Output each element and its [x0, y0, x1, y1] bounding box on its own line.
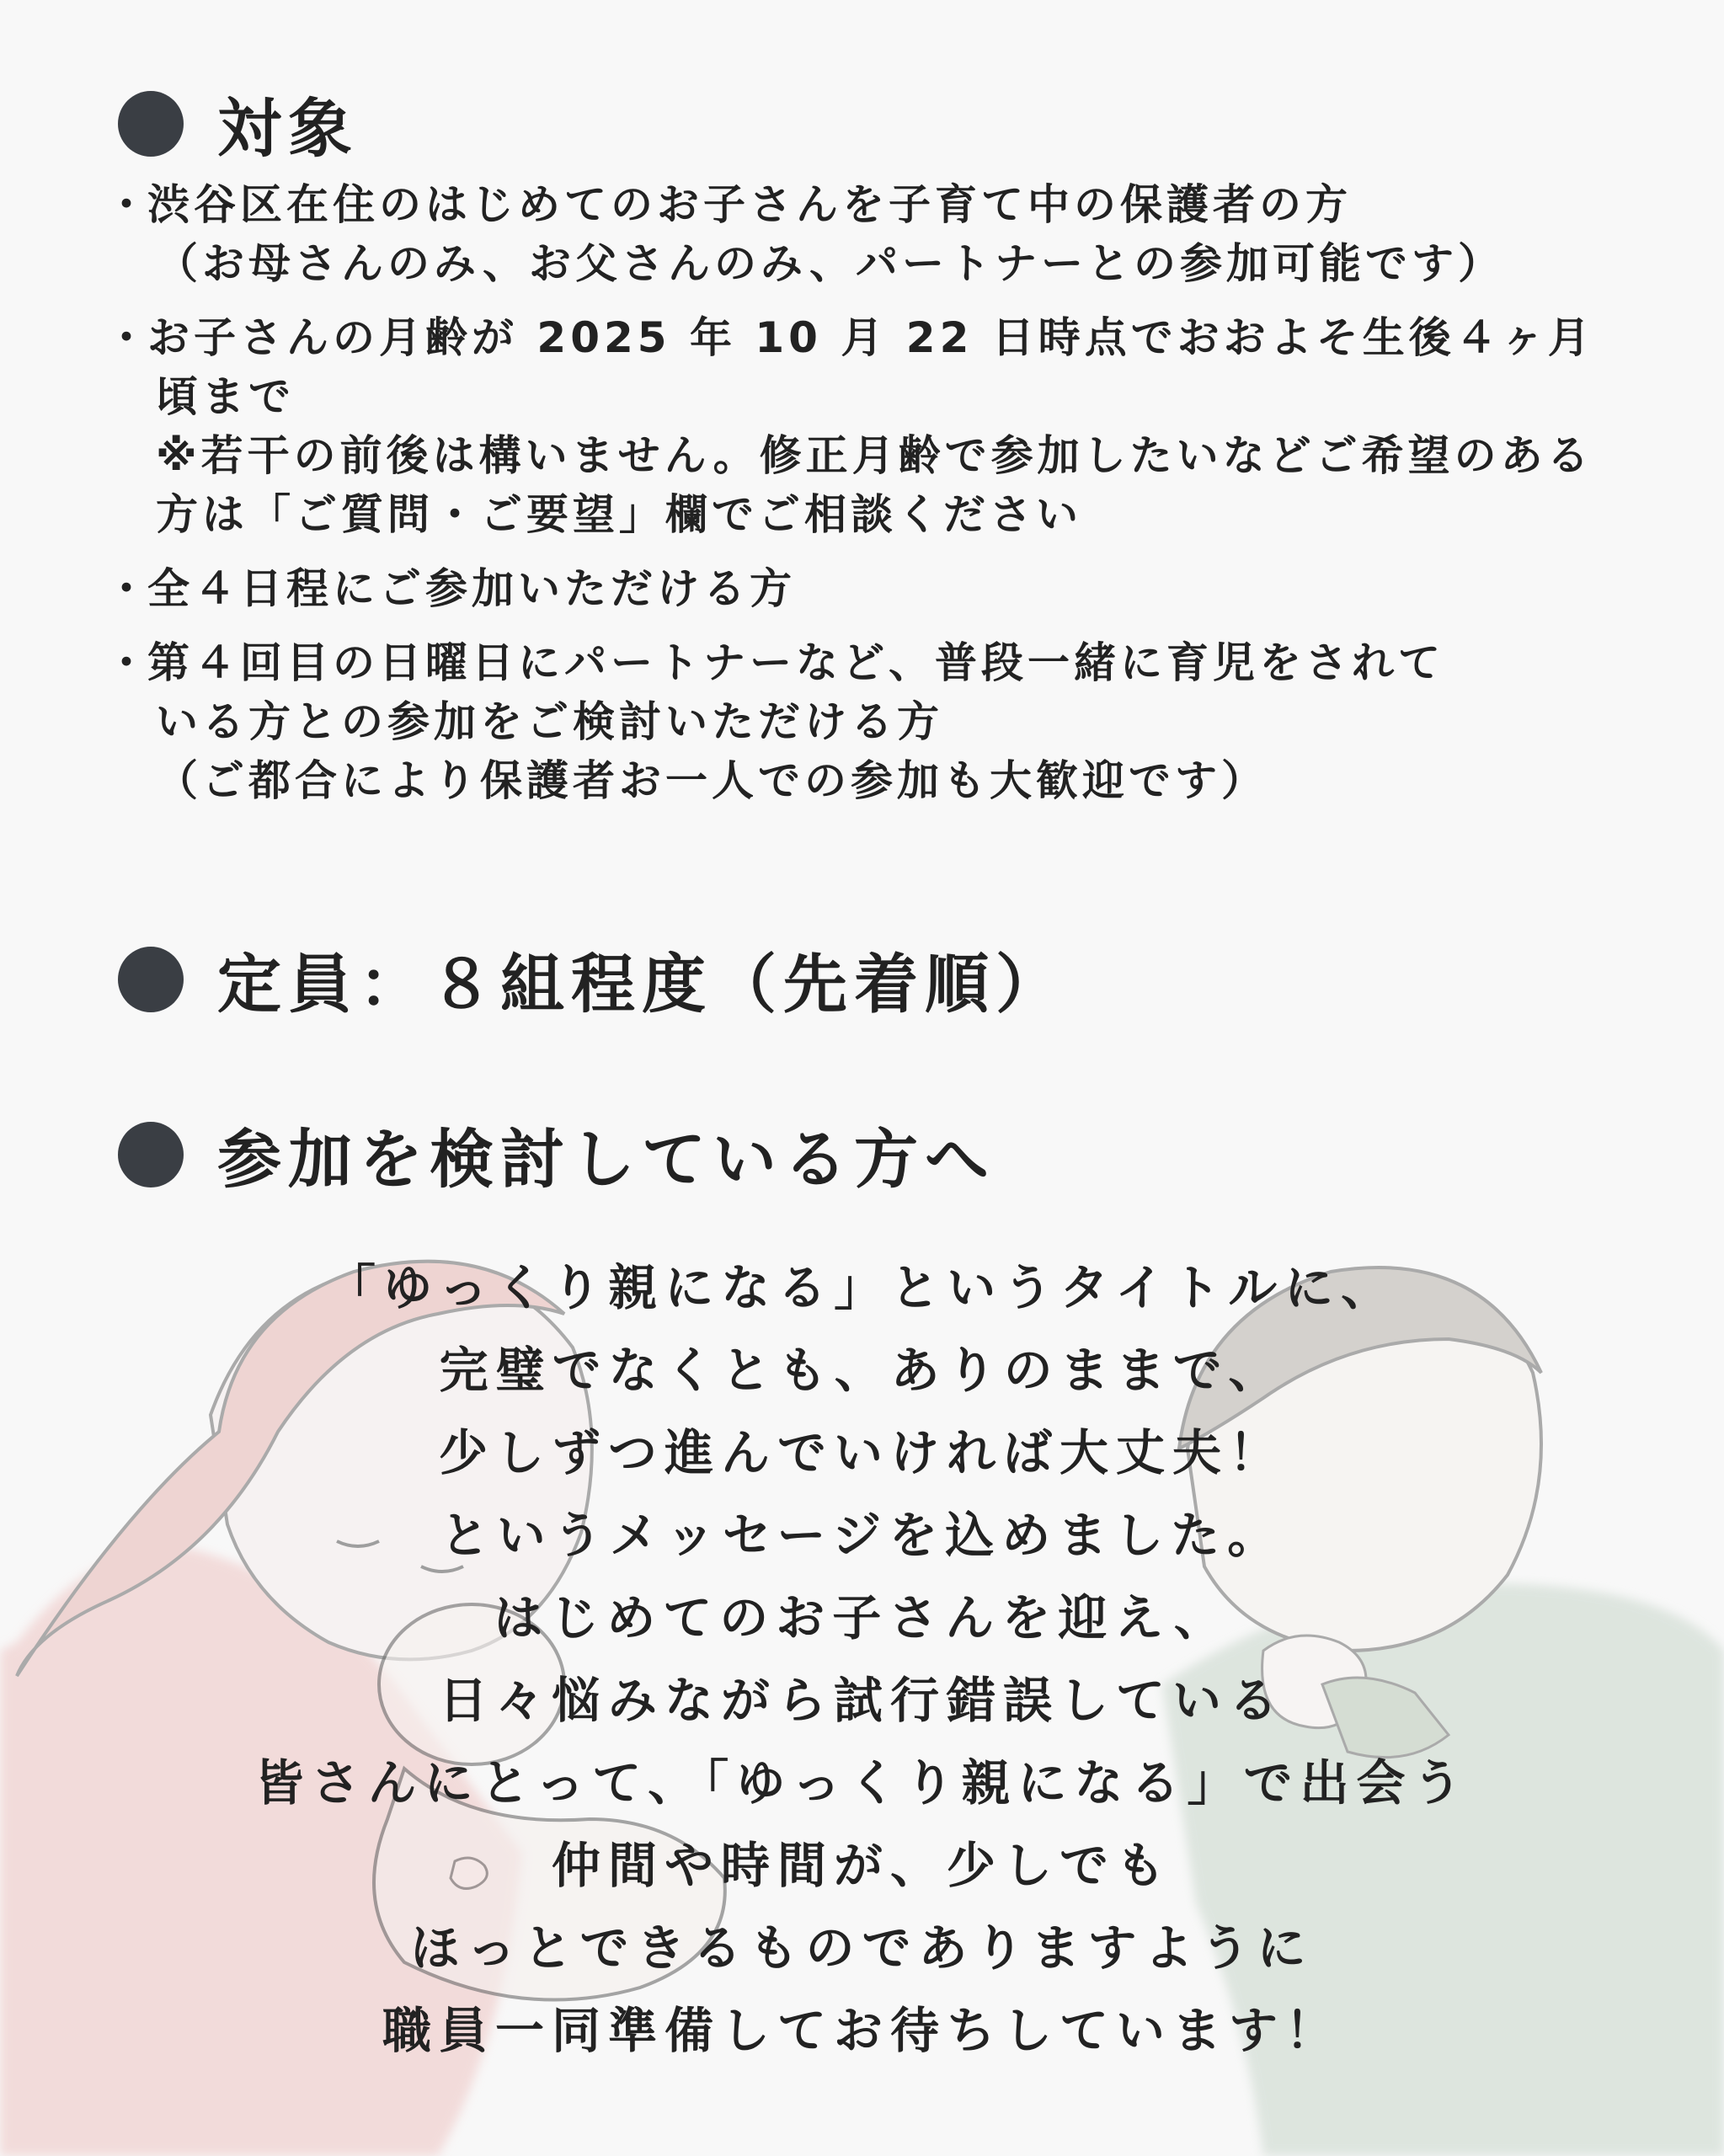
list-bullet-mark: ・ — [105, 180, 147, 229]
bullet-dot-icon — [118, 1122, 184, 1187]
bullet-dot-icon — [118, 947, 184, 1012]
message-line: 仲間や時間が、少しでも — [551, 1837, 1172, 1894]
list-bullet-mark: ・ — [105, 564, 147, 613]
message-line: というメッセージを込めました。 — [440, 1507, 1284, 1564]
list-item-line: いる方との参加をご検討いただける方 — [156, 697, 943, 746]
message-line: 職員一同準備してお待ちしています！ — [382, 2002, 1342, 2059]
target-list — [105, 175, 1621, 825]
message-block — [0, 1246, 1724, 2072]
message-line: 「ゆっくり親になる」というタイトルに、 — [326, 1259, 1398, 1316]
message-line: 日々悩みながら試行錯誤している — [438, 1672, 1285, 1729]
list-item — [105, 633, 1621, 810]
list-item — [105, 308, 1621, 544]
capacity-heading — [118, 933, 1066, 1025]
message-line: 完璧でなくとも、ありのままで、 — [439, 1342, 1285, 1399]
list-item-line: お子さんの月齢が 2025 年 10 月 22 日時点でおおよそ生後４ヶ月 — [147, 313, 1594, 362]
list-item-line: 第４回目の日曜日にパートナーなど、普段一緒に育児をされて — [147, 638, 1444, 687]
list-item-line: ※若干の前後は構いません。修正月齢で参加したいなどご希望のある — [156, 431, 1593, 480]
list-item-line: 全４日程にご参加いただける方 — [147, 564, 796, 613]
list-bullet-mark: ・ — [105, 313, 147, 362]
consider-heading — [118, 1108, 995, 1200]
list-item-line: 渋谷区在住のはじめてのお子さんを子育て中の保護者の方 — [147, 180, 1352, 229]
message-line: 少しずつ進んでいければ大丈夫！ — [438, 1424, 1285, 1481]
message-line: ほっとできるものでありますように — [410, 1919, 1314, 1977]
target-heading — [118, 77, 359, 169]
message-line: はじめてのお子さんを迎え、 — [494, 1589, 1230, 1646]
list-item-line: （ご都合により保護者お一人での参加も大歓迎です） — [156, 756, 1268, 805]
target-heading-text: 対象 — [217, 91, 359, 166]
capacity-heading-text: 定員：８組程度（先着順） — [217, 947, 1066, 1022]
bullet-dot-icon — [118, 91, 184, 157]
consider-heading-text: 参加を検討している方へ — [217, 1122, 995, 1197]
list-item — [105, 559, 1621, 618]
list-item-line: （お母さんのみ、お父さんのみ、パートナーとの参加可能です） — [156, 239, 1504, 288]
list-bullet-mark: ・ — [105, 638, 147, 687]
list-item-line: 頃まで — [156, 372, 295, 421]
message-line: 皆さんにとって、「ゆっくり親になる」で出会う — [254, 1754, 1470, 1812]
list-item-line: 方は「ご質問・ご要望」欄でご相談ください — [156, 490, 1082, 539]
list-item — [105, 175, 1621, 293]
